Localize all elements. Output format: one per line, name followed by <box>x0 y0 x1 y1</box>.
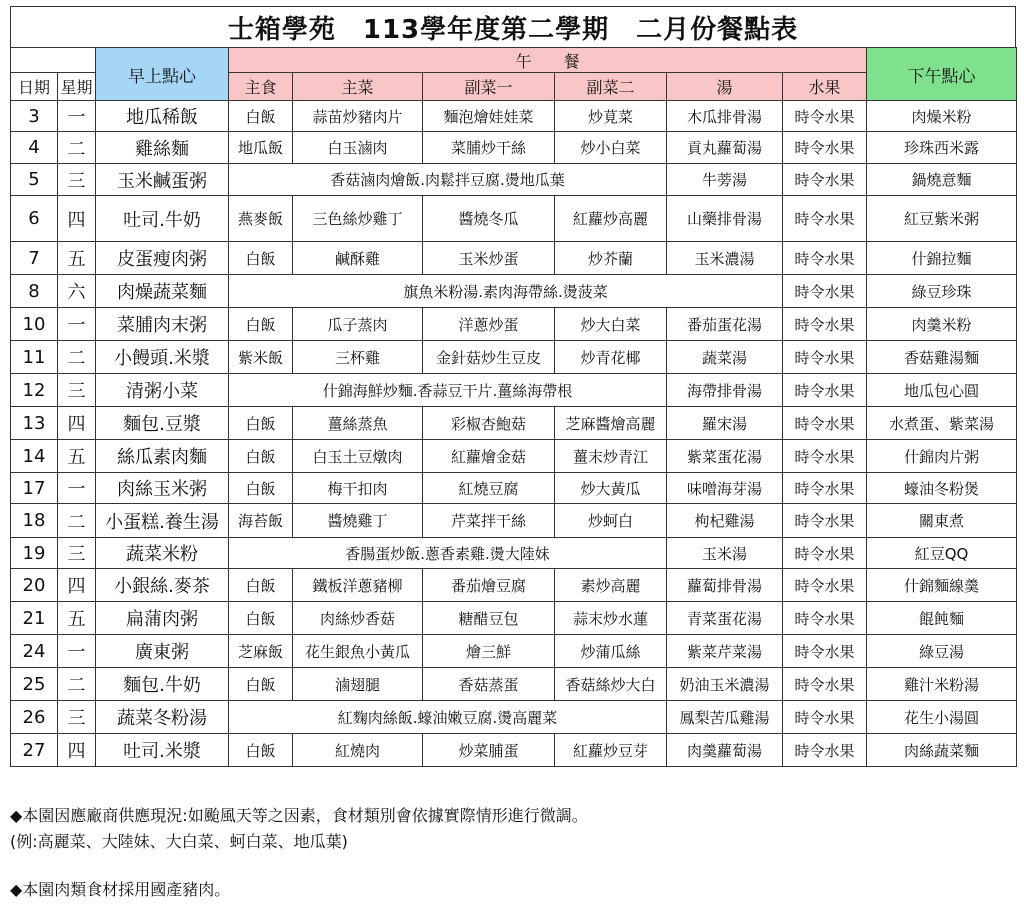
cell-afternoon: 花生小湯圓 <box>867 701 1017 734</box>
menu-sheet <box>10 6 1016 767</box>
cell-date: 12 <box>11 374 58 407</box>
cell-side1: 番茄燴豆腐 <box>423 569 555 602</box>
cell-main: 白玉土豆燉肉 <box>293 440 423 473</box>
cell-soup: 味噌海芽湯 <box>667 473 783 504</box>
cell-main: 白玉滷肉 <box>293 132 423 164</box>
cell-breakfast: 蔬菜米粉 <box>96 538 229 569</box>
cell-soup: 牛蒡湯 <box>667 164 783 196</box>
cell-weekday: 五 <box>58 440 96 473</box>
cell-breakfast: 絲瓜素肉麵 <box>96 440 229 473</box>
cell-side2: 芝麻醬燴高麗 <box>555 407 667 440</box>
cell-soup: 青菜蛋花湯 <box>667 602 783 635</box>
table-row <box>11 341 1017 374</box>
cell-afternoon: 水煮蛋、紫菜湯 <box>867 407 1017 440</box>
cell-afternoon: 綠豆珍珠 <box>867 275 1017 308</box>
cell-afternoon: 餛飩麵 <box>867 602 1017 635</box>
cell-afternoon: 什錦拉麵 <box>867 242 1017 275</box>
cell-combined: 什錦海鮮炒麵.香蒜豆干片.薑絲海帶根 <box>229 374 667 407</box>
cell-main: 三杯雞 <box>293 341 423 374</box>
table-row <box>11 668 1017 701</box>
table-row <box>11 602 1017 635</box>
cell-soup: 肉羹蘿蔔湯 <box>667 734 783 767</box>
cell-soup: 蔬菜湯 <box>667 341 783 374</box>
cell-staple: 白飯 <box>229 440 293 473</box>
cell-breakfast: 廣東粥 <box>96 635 229 668</box>
cell-side2: 炒大黃瓜 <box>555 473 667 504</box>
cell-afternoon: 蠔油冬粉煲 <box>867 473 1017 504</box>
header-staple: 主食 <box>229 73 293 101</box>
cell-soup: 貢丸蘿蔔湯 <box>667 132 783 164</box>
cell-afternoon: 肉羹米粉 <box>867 308 1017 341</box>
cell-fruit: 時令水果 <box>783 734 867 767</box>
table-row <box>11 101 1017 132</box>
cell-fruit: 時令水果 <box>783 132 867 164</box>
table-row <box>11 473 1017 504</box>
cell-soup: 玉米湯 <box>667 538 783 569</box>
cell-fruit: 時令水果 <box>783 668 867 701</box>
cell-soup: 枸杞雞湯 <box>667 504 783 538</box>
cell-weekday: 三 <box>58 538 96 569</box>
cell-date: 18 <box>11 504 58 538</box>
cell-date: 19 <box>11 538 58 569</box>
cell-weekday: 五 <box>58 242 96 275</box>
cell-side1: 金針菇炒生豆皮 <box>423 341 555 374</box>
cell-side1: 紅蘿燴金菇 <box>423 440 555 473</box>
cell-afternoon: 雞汁米粉湯 <box>867 668 1017 701</box>
cell-staple: 白飯 <box>229 569 293 602</box>
cell-fruit: 時令水果 <box>783 308 867 341</box>
cell-weekday: 三 <box>58 374 96 407</box>
cell-breakfast: 肉絲玉米粥 <box>96 473 229 504</box>
cell-afternoon: 什錦麵線羹 <box>867 569 1017 602</box>
note-pork: ◆本園肉類食材採用國產豬肉。 <box>10 880 231 899</box>
table-row <box>11 164 1017 196</box>
cell-soup: 木瓜排骨湯 <box>667 101 783 132</box>
cell-afternoon: 紅豆紫米粥 <box>867 196 1017 242</box>
cell-date: 4 <box>11 132 58 164</box>
cell-side2: 炒莧菜 <box>555 101 667 132</box>
cell-main: 鹹酥雞 <box>293 242 423 275</box>
cell-date: 10 <box>11 308 58 341</box>
cell-breakfast: 肉燥蔬菜麵 <box>96 275 229 308</box>
cell-staple: 海苔飯 <box>229 504 293 538</box>
cell-date: 26 <box>11 701 58 734</box>
cell-breakfast: 小銀絲.麥茶 <box>96 569 229 602</box>
menu-body <box>11 101 1017 767</box>
cell-date: 20 <box>11 569 58 602</box>
cell-fruit: 時令水果 <box>783 101 867 132</box>
cell-soup: 蘿蔔排骨湯 <box>667 569 783 602</box>
header-main: 主菜 <box>293 73 423 101</box>
cell-breakfast: 雞絲麵 <box>96 132 229 164</box>
cell-main: 蒜苗炒豬肉片 <box>293 101 423 132</box>
cell-date: 25 <box>11 668 58 701</box>
cell-side2: 紅蘿炒高麗 <box>555 196 667 242</box>
page-title: 士箱學苑 113學年度第二學期 二月份餐點表 <box>10 6 1016 47</box>
cell-date: 5 <box>11 164 58 196</box>
menu-table <box>10 47 1017 767</box>
cell-weekday: 一 <box>58 635 96 668</box>
cell-main: 梅干扣肉 <box>293 473 423 504</box>
cell-weekday: 四 <box>58 407 96 440</box>
cell-weekday: 五 <box>58 602 96 635</box>
cell-side2: 炒小白菜 <box>555 132 667 164</box>
header-afternoon: 下午點心 <box>867 48 1017 101</box>
cell-date: 8 <box>11 275 58 308</box>
cell-soup: 玉米濃湯 <box>667 242 783 275</box>
cell-weekday: 一 <box>58 101 96 132</box>
cell-date: 11 <box>11 341 58 374</box>
cell-weekday: 一 <box>58 308 96 341</box>
cell-breakfast: 扁蒲肉粥 <box>96 602 229 635</box>
cell-weekday: 二 <box>58 341 96 374</box>
cell-weekday: 三 <box>58 164 96 196</box>
cell-staple: 芝麻飯 <box>229 635 293 668</box>
cell-soup: 紫菜蛋花湯 <box>667 440 783 473</box>
cell-soup: 番茄蛋花湯 <box>667 308 783 341</box>
cell-staple: 白飯 <box>229 308 293 341</box>
cell-main: 滷翅腿 <box>293 668 423 701</box>
cell-main: 三色絲炒雞丁 <box>293 196 423 242</box>
cell-afternoon: 關東煮 <box>867 504 1017 538</box>
cell-weekday: 四 <box>58 196 96 242</box>
cell-date: 3 <box>11 101 58 132</box>
cell-side2: 薑末炒青江 <box>555 440 667 473</box>
cell-side1: 紅燒豆腐 <box>423 473 555 504</box>
cell-fruit: 時令水果 <box>783 701 867 734</box>
table-row <box>11 132 1017 164</box>
cell-staple: 白飯 <box>229 602 293 635</box>
cell-date: 21 <box>11 602 58 635</box>
cell-date: 6 <box>11 196 58 242</box>
cell-soup: 羅宋湯 <box>667 407 783 440</box>
table-row <box>11 504 1017 538</box>
cell-side1: 洋蔥炒蛋 <box>423 308 555 341</box>
table-row <box>11 308 1017 341</box>
cell-afternoon: 綠豆湯 <box>867 635 1017 668</box>
cell-staple: 白飯 <box>229 407 293 440</box>
cell-weekday: 二 <box>58 132 96 164</box>
cell-side2: 紅蘿炒豆芽 <box>555 734 667 767</box>
cell-side1: 芹菜拌干絲 <box>423 504 555 538</box>
cell-afternoon: 鍋燒意麵 <box>867 164 1017 196</box>
cell-fruit: 時令水果 <box>783 275 867 308</box>
table-row <box>11 275 1017 308</box>
cell-breakfast: 玉米鹹蛋粥 <box>96 164 229 196</box>
cell-staple: 燕麥飯 <box>229 196 293 242</box>
cell-afternoon: 肉燥米粉 <box>867 101 1017 132</box>
cell-side1: 醬燒冬瓜 <box>423 196 555 242</box>
cell-soup: 紫菜芹菜湯 <box>667 635 783 668</box>
cell-main: 紅燒肉 <box>293 734 423 767</box>
cell-side1: 糖醋豆包 <box>423 602 555 635</box>
cell-breakfast: 清粥小菜 <box>96 374 229 407</box>
cell-breakfast: 小蛋糕.養生湯 <box>96 504 229 538</box>
cell-breakfast: 吐司.米漿 <box>96 734 229 767</box>
cell-staple: 紫米飯 <box>229 341 293 374</box>
cell-date: 24 <box>11 635 58 668</box>
cell-combined: 紅麴肉絲飯.蠔油嫩豆腐.燙高麗菜 <box>229 701 667 734</box>
cell-fruit: 時令水果 <box>783 602 867 635</box>
cell-side1: 炒菜脯蛋 <box>423 734 555 767</box>
header-fruit: 水果 <box>783 73 867 101</box>
cell-staple: 白飯 <box>229 473 293 504</box>
cell-fruit: 時令水果 <box>783 569 867 602</box>
cell-breakfast: 吐司.牛奶 <box>96 196 229 242</box>
cell-afternoon: 肉絲蔬菜麵 <box>867 734 1017 767</box>
cell-main: 薑絲蒸魚 <box>293 407 423 440</box>
cell-fruit: 時令水果 <box>783 242 867 275</box>
cell-breakfast: 菜脯肉末粥 <box>96 308 229 341</box>
cell-fruit: 時令水果 <box>783 538 867 569</box>
cell-staple: 白飯 <box>229 242 293 275</box>
note-supply: ◆本園因應廠商供應現況:如颱風天等之因素，食材類別會依據實際情形進行微調。 <box>10 806 588 825</box>
header-breakfast: 早上點心 <box>96 48 229 101</box>
table-row <box>11 701 1017 734</box>
cell-date: 7 <box>11 242 58 275</box>
cell-fruit: 時令水果 <box>783 374 867 407</box>
cell-main: 花生銀魚小黃瓜 <box>293 635 423 668</box>
cell-breakfast: 麵包.牛奶 <box>96 668 229 701</box>
cell-staple: 白飯 <box>229 734 293 767</box>
cell-side1: 菜脯炒干絲 <box>423 132 555 164</box>
table-row <box>11 374 1017 407</box>
cell-date: 17 <box>11 473 58 504</box>
table-row <box>11 242 1017 275</box>
cell-afternoon: 香菇雞湯麵 <box>867 341 1017 374</box>
cell-weekday: 四 <box>58 734 96 767</box>
notes <box>10 803 588 903</box>
cell-fruit: 時令水果 <box>783 635 867 668</box>
cell-afternoon: 紅豆QQ <box>867 538 1017 569</box>
cell-side1: 燴三鮮 <box>423 635 555 668</box>
cell-fruit: 時令水果 <box>783 504 867 538</box>
cell-combined: 香腸蛋炒飯.蔥香素雞.燙大陸妹 <box>229 538 667 569</box>
cell-side2: 炒芥蘭 <box>555 242 667 275</box>
table-row <box>11 635 1017 668</box>
cell-main: 鐵板洋蔥豬柳 <box>293 569 423 602</box>
cell-date: 27 <box>11 734 58 767</box>
cell-afternoon: 地瓜包心圓 <box>867 374 1017 407</box>
cell-fruit: 時令水果 <box>783 196 867 242</box>
cell-side2: 蒜末炒水蓮 <box>555 602 667 635</box>
cell-main: 肉絲炒香菇 <box>293 602 423 635</box>
cell-breakfast: 地瓜稀飯 <box>96 101 229 132</box>
cell-fruit: 時令水果 <box>783 164 867 196</box>
cell-weekday: 四 <box>58 569 96 602</box>
cell-weekday: 三 <box>58 701 96 734</box>
cell-weekday: 二 <box>58 504 96 538</box>
table-row <box>11 440 1017 473</box>
cell-side2: 炒青花椰 <box>555 341 667 374</box>
cell-combined-all: 旗魚米粉湯.素肉海帶絲.燙菠菜 <box>229 275 783 308</box>
cell-breakfast: 蔬菜冬粉湯 <box>96 701 229 734</box>
cell-combined: 香菇滷肉燴飯.肉鬆拌豆腐.燙地瓜葉 <box>229 164 667 196</box>
cell-afternoon: 珍珠西米露 <box>867 132 1017 164</box>
header-date: 日期 <box>11 73 58 101</box>
cell-breakfast: 皮蛋瘦肉粥 <box>96 242 229 275</box>
cell-side1: 彩椒杏鮑菇 <box>423 407 555 440</box>
table-row <box>11 196 1017 242</box>
cell-breakfast: 麵包.豆漿 <box>96 407 229 440</box>
cell-weekday: 二 <box>58 668 96 701</box>
cell-weekday: 一 <box>58 473 96 504</box>
cell-side1: 香菇蒸蛋 <box>423 668 555 701</box>
cell-fruit: 時令水果 <box>783 473 867 504</box>
cell-date: 13 <box>11 407 58 440</box>
cell-breakfast: 小饅頭.米漿 <box>96 341 229 374</box>
note-example: (例:高麗菜、大陸妹、大白菜、蚵白菜、地瓜葉) <box>10 832 348 851</box>
cell-fruit: 時令水果 <box>783 341 867 374</box>
table-row <box>11 538 1017 569</box>
table-row <box>11 734 1017 767</box>
cell-afternoon: 什錦肉片粥 <box>867 440 1017 473</box>
cell-side2: 炒大白菜 <box>555 308 667 341</box>
header-side2: 副菜二 <box>555 73 667 101</box>
header-side1: 副菜一 <box>423 73 555 101</box>
cell-staple: 地瓜飯 <box>229 132 293 164</box>
cell-side2: 炒蚵白 <box>555 504 667 538</box>
table-row <box>11 407 1017 440</box>
cell-staple: 白飯 <box>229 101 293 132</box>
cell-side2: 炒蒲瓜絲 <box>555 635 667 668</box>
cell-weekday: 六 <box>58 275 96 308</box>
header-soup: 湯 <box>667 73 783 101</box>
table-row <box>11 569 1017 602</box>
cell-soup: 奶油玉米濃湯 <box>667 668 783 701</box>
cell-soup: 鳳梨苦瓜雞湯 <box>667 701 783 734</box>
cell-soup: 山藥排骨湯 <box>667 196 783 242</box>
cell-side2: 香菇絲炒大白 <box>555 668 667 701</box>
header-blank <box>11 48 96 73</box>
header-lunch: 午 餐 <box>229 48 867 73</box>
cell-fruit: 時令水果 <box>783 440 867 473</box>
header-weekday: 星期 <box>58 73 96 101</box>
cell-side2: 素炒高麗 <box>555 569 667 602</box>
cell-fruit: 時令水果 <box>783 407 867 440</box>
cell-staple: 白飯 <box>229 668 293 701</box>
cell-date: 14 <box>11 440 58 473</box>
cell-side1: 麵泡燴娃娃菜 <box>423 101 555 132</box>
cell-side1: 玉米炒蛋 <box>423 242 555 275</box>
cell-main: 醬燒雞丁 <box>293 504 423 538</box>
cell-main: 瓜子蒸肉 <box>293 308 423 341</box>
cell-soup: 海帶排骨湯 <box>667 374 783 407</box>
